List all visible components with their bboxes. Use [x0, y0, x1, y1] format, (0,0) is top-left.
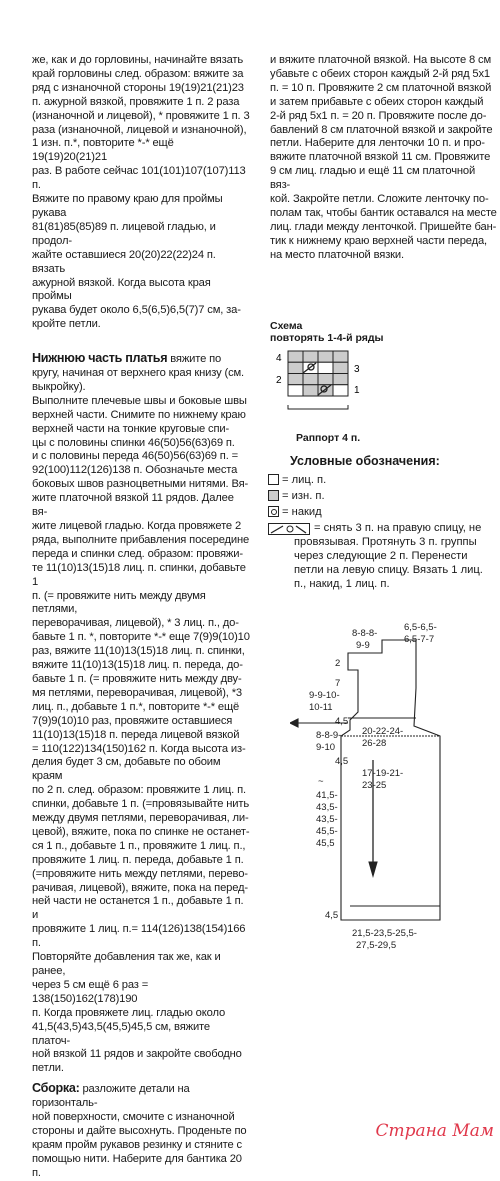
- lower-part-line: цевой), вяжите, пока по спинке не останет-: [32, 825, 250, 838]
- schematic-label: 41,5-: [316, 790, 338, 801]
- neckline-line: ряд с изнаночной стороны 19(19)21(21)23: [32, 81, 244, 94]
- bow-line: и затем прибавьте с обеих сторон каждый: [270, 95, 484, 108]
- bow-line: п. = 10 п. Провяжите 2 см платочной вязкой: [270, 81, 492, 94]
- right-column: [270, 54, 498, 263]
- schematic-label: 7: [335, 678, 341, 689]
- lower-part-line: провяжите 1 лиц. п. переда, добавьте 1 п.: [32, 853, 244, 866]
- lower-part-line: по 2 п. след. образом: провяжите 1 лиц. п.: [32, 784, 246, 797]
- schematic-label: 45,5: [316, 838, 335, 849]
- chart-row-1: 1: [354, 385, 360, 396]
- chart-title-line1: Схема: [270, 320, 303, 332]
- neckline-line: 81(81)85(85)89 п. лицевой гладью, и продол-: [32, 220, 216, 247]
- bow-line: вяжите платочной вязкой 11 см. Провяжите: [270, 151, 491, 164]
- lower-part-line: мя петлями, переворачивая, лицевой), *3: [32, 686, 242, 699]
- chart-row-3: 3: [354, 364, 360, 375]
- paragraph-lower-part: [32, 395, 250, 1076]
- schematic-label: 17-19-21-: [362, 768, 404, 779]
- lower-part-line: рачивая, лицевой), вяжите, пока на перед-: [32, 881, 248, 894]
- schematic-label: 20-22-24-: [362, 726, 404, 737]
- chart-title: [270, 320, 384, 344]
- left-column: [32, 54, 250, 1181]
- lower-part-line: вяжите 11(10)13(15)18 лиц. п. переда, до-: [32, 659, 243, 672]
- lower-part-line: 11(10)13(15)18 п. переда лицевой вязкой: [32, 728, 240, 741]
- legend-item-purl: = изн. п.: [268, 490, 493, 504]
- lower-part-line: ряда, выполните прибавления посередине: [32, 533, 250, 546]
- lower-part-line: через 5 см ещё 6 раз = 138(150)162(178)190: [32, 978, 149, 1005]
- chart-title-line2: повторять 1-4-й ряды: [270, 332, 384, 344]
- chart-repeat-label: Раппорт 4 п.: [296, 432, 361, 444]
- repeat-bracket: [288, 405, 348, 409]
- bow-line: и вяжите платочной вязкой. На высоте 8 см: [270, 54, 492, 66]
- lower-part-line: лиц. п., добавьте 1 п.*, повторите *-* ещё: [32, 700, 240, 713]
- bow-line: тик к нижнему краю верхней части переда,: [270, 234, 487, 247]
- chart-row-4: 4: [276, 353, 282, 364]
- assembly-line: краям пройм рукавов резинку и стяните с: [32, 1138, 243, 1151]
- neckline-line: ажурной вязкой. Когда высота края проймы: [32, 276, 211, 303]
- bow-line: петли. Наберите для ленточки 10 п. и про-: [270, 137, 485, 150]
- legend-item-knit: = лиц. п.: [268, 474, 493, 488]
- schematic-label: 2: [335, 658, 341, 669]
- lower-part-line: делия будет 3 см, добавьте по обоим краям: [32, 756, 221, 783]
- legend-special-rest: [294, 536, 494, 592]
- bow-line: убавьте с обеих сторон каждый 2-й ряд 5х1: [270, 67, 490, 80]
- neckline-line: 1 изн. п.*, повторите *-* ещё 19(19)20(21)21: [32, 137, 174, 164]
- lower-part-line: переворачивая, лицевой), * 3 лиц. п., до-: [32, 617, 239, 630]
- schematic-label: 6,5-7-7: [404, 634, 435, 645]
- lower-part-line: верхней части на тонкие круговые спи-: [32, 422, 230, 435]
- lower-part-line: = 110(122)134(150)162 п. Когда высота из-: [32, 742, 246, 755]
- lower-part-line: жите платочной вязкой 11 рядов. Далее вя-: [32, 492, 234, 519]
- schematic-label: 45,5-: [316, 826, 338, 837]
- lower-part-line: раз, вяжите 11(10)13(15)18 лиц. п. спинки,: [32, 645, 245, 658]
- knitting-chart: [274, 345, 394, 435]
- neckline-line: п. ажурной вязкой, провяжите 1 п. 2 раза: [32, 95, 240, 108]
- legend-special-first: = снять 3 п. на правую спицу, не: [314, 522, 482, 534]
- lower-part-line: те 11(10)13(15)18 лиц. п. спинки, добавьте 1: [32, 561, 246, 588]
- schematic-label: 26-28: [362, 738, 387, 749]
- neckline-line: (изнаночной и лицевой), * провяжите 1 п. 3: [32, 109, 250, 122]
- neckline-line: край горловины след. образом: вяжите за: [32, 67, 244, 80]
- lower-part-line: 92(100)112(126)138 п. Обозначьте места: [32, 464, 238, 477]
- lower-part-heading-paragraph: [32, 352, 250, 395]
- paragraph-bow: [270, 54, 498, 263]
- legend-item-yarn-over: = накид: [268, 506, 493, 520]
- assembly-line: ной поверхности, смочите с изнаночной: [32, 1111, 235, 1124]
- bow-line: 9 см лиц. гладью и ещё 11 см платочной вяз-: [270, 165, 476, 192]
- assembly-line: помощью нити. Наберите для бантика 20 п.: [32, 1152, 242, 1179]
- bow-line: бавлений 8 см платочной вязкой и закройте: [270, 123, 493, 136]
- lower-part-line: ной вязкой 11 рядов и закройте свободно: [32, 1048, 242, 1061]
- lower-part-line: спинки, добавьте 1 п. (=провязывайте нить: [32, 798, 250, 811]
- lower-part-line: 7(9)9(10)10 раз, провяжите оставшиеся: [32, 714, 233, 727]
- schematic-label: 27,5-29,5: [356, 940, 397, 951]
- legend-special-line: провязывая. Протянуть 3 п. группы: [294, 536, 477, 548]
- schematic-label: 4,5: [335, 756, 349, 767]
- lower-part-lead: Нижнюю часть платья: [32, 351, 168, 366]
- bow-line: полам так, чтобы бантик оставался на месте: [270, 206, 497, 219]
- legend-title: Условные обозначения:: [290, 454, 440, 468]
- lower-part-line: п. (= провяжите нить между двумя петлями,: [32, 589, 206, 616]
- lower-part-line: ней части не останется 1 п., добавьте 1 п. и: [32, 895, 244, 922]
- assembly-lead: Сборка:: [32, 1081, 80, 1096]
- lower-part-line: переда и спинки след. образом: провяжи-: [32, 547, 243, 560]
- paragraph-assembly: [32, 1111, 250, 1181]
- lower-part-line: верхней части. Снимите по нижнему краю: [32, 408, 246, 421]
- schematic-label: 9-10: [316, 742, 336, 753]
- knit-stitch-icon: [268, 474, 279, 485]
- lower-part-line: Выполните плечевые швы и боковые швы: [32, 394, 247, 407]
- schematic-label: 9-9: [356, 640, 370, 651]
- lower-part-intro: вяжите по кругу, начиная от верхнего края книзу (см. выкройку).: [32, 353, 245, 393]
- paragraph-neckline: [32, 54, 250, 332]
- special-stitch-legend-icon: [268, 523, 310, 535]
- neckline-line: раз. В работе сейчас 101(101)107(107)113 п.: [32, 165, 246, 192]
- neckline-line: кройте петли.: [32, 318, 101, 331]
- assembly-intro: разложите детали на горизонталь-: [32, 1083, 190, 1110]
- bow-line: лиц. глади между ленточкой. Пришейте бан-: [270, 220, 497, 233]
- schematic-label: 9-9-10-: [309, 690, 340, 701]
- schematic-label: 23-25: [362, 780, 387, 791]
- schematic-label: 6,5-6,5-: [404, 622, 437, 633]
- schematic-label: ~: [318, 776, 324, 787]
- legend-special-line: петли на левую спицу. Вязать 1 лиц.: [294, 563, 483, 576]
- schematic-label: 10-11: [309, 702, 333, 713]
- neckline-line: Вяжите по правому краю для проймы рукава: [32, 193, 223, 219]
- lower-part-line: п. Когда провяжете лиц. гладью около: [32, 1006, 226, 1019]
- yarn-over-icon: [268, 506, 279, 517]
- lower-part-line: Повторяйте добавления так же, как и ранее,: [32, 951, 221, 977]
- lower-part-line: (=провяжите нить между петлями, перево-: [32, 867, 248, 880]
- lower-part-line: между двумя петлями, переворачивая, ли-: [32, 812, 249, 825]
- schematic-label: 21,5-23,5-25,5-: [352, 928, 417, 939]
- purl-stitch-icon: [268, 490, 279, 501]
- lower-part-line: цы с половины спинки 46(50)56(63)69 п.: [32, 436, 235, 449]
- bow-line: на место платочной вязки.: [270, 248, 404, 261]
- bow-line: 2-й ряд 5х1 п. = 20 п. Провяжите после до-: [270, 109, 487, 122]
- legend-special-line: через следующие 2 п. Перенести: [294, 549, 468, 562]
- lower-part-line: ся 1 п., добавьте 1 п., провяжите 1 лиц. п.,: [32, 839, 246, 852]
- neckline-line: же, как и до горловины, начинайте вязать: [32, 54, 244, 66]
- lower-part-line: провяжите 1 лиц. п.= 114(126)138(154)166 п.: [32, 923, 246, 950]
- lower-part-line: боковых швов разноцветными нитями. Вя-: [32, 478, 249, 491]
- bow-line: кой. Закройте петли. Сложите ленточку по-: [270, 193, 489, 206]
- schematic-label: 4,5: [335, 716, 349, 727]
- watermark: Страна Мам: [375, 1121, 494, 1141]
- neckline-line: раза (изнаночной, лицевой и изнаночной),: [32, 123, 247, 136]
- legend-special-line: п., накид, 1 лиц. п.: [294, 577, 390, 590]
- assembly-line: стороны и дайте высохнуть. Проденьте по: [32, 1124, 247, 1137]
- chart-row-2: 2: [276, 375, 282, 386]
- schematic-label: 4,5: [325, 910, 339, 921]
- schematic-label: 8-8-9-: [316, 730, 342, 741]
- lower-part-line: жите лицевой гладью. Когда провяжете 2: [32, 520, 242, 532]
- lower-part-line: 41,5(43,5)43,5(45,5)45,5 см, вяжите платоч-: [32, 1020, 210, 1047]
- neckline-line: рукава будет около 6,5(6,5)6,5(7)7 см, за-: [32, 304, 241, 317]
- lower-part-line: бавьте 1 п. *, повторите *-* еще 7(9)9(10)10: [32, 631, 250, 644]
- assembly-paragraph: [32, 1082, 250, 1111]
- lower-part-line: бавьте 1 п. (= провяжите нить между дву-: [32, 672, 242, 685]
- lower-part-line: петли.: [32, 1062, 64, 1075]
- neckline-line: жайте оставшиеся 20(20)22(22)24 п. вязать: [32, 248, 216, 275]
- schematic-label: 43,5-: [316, 802, 338, 813]
- lower-part-line: и с половины переда 46(50)56(63)69 п. =: [32, 450, 239, 463]
- schematic-label: 43,5-: [316, 814, 338, 825]
- schematic-label: 8-8-8-: [352, 628, 378, 639]
